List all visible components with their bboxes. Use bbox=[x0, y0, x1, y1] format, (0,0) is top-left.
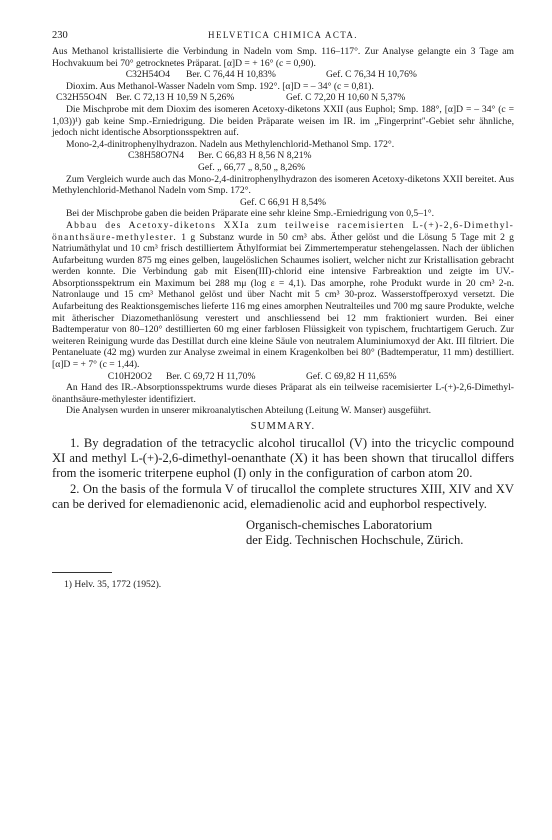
page-number: 230 bbox=[52, 30, 68, 41]
analysis-calc: Ber. C 66,83 H 8,56 N 8,21% bbox=[198, 150, 312, 162]
summary-point: 1. By degradation of the tetracyclic alcohol tirucallol (V) into the tricyclic compound XI and methyl L-(+)-2,6-dimethyl-oenanthate (X) it has been shown that tirucallol differs from the isomeric triterpene euphol (I) only in the configuration of carbon atom 20. bbox=[52, 436, 514, 481]
footnote-divider bbox=[52, 572, 112, 573]
page bbox=[52, 30, 514, 590]
footnote-text: Helv. 35, 1772 (1952). bbox=[74, 579, 162, 591]
analysis-line bbox=[52, 92, 514, 104]
page-header bbox=[52, 30, 514, 46]
analysis-calc: Ber. C 69,72 H 11,70% bbox=[166, 370, 256, 382]
paragraph: Aus Methanol kristallisierte die Verbindung in Nadeln vom Smp. 116–117°. Zur Analyse gelangte ein 3 Tage am Hochvakuum bei 70° getrocknetes Präparat. [α]D = + 16° (c = 0,90). bbox=[52, 46, 514, 69]
paragraph: Zum Vergleich wurde auch das Mono-2,4-dinitrophenylhydrazon des isomeren Acetoxy-diketons XXII bereitet. Aus Methylenchlorid-Methanol Nadeln vom Smp. 172°. bbox=[52, 173, 514, 197]
analysis-calc: Ber. C 72,13 H 10,59 N 5,26% bbox=[116, 92, 235, 104]
section-heading: Abbau des Acetoxy-diketons XXIa zum teilweise racemisierten L-(+)-2,6-Dimethyl-önanthsäure-methylester. bbox=[52, 219, 514, 243]
analysis-formula: C38H58O7N4 bbox=[128, 150, 184, 162]
analysis-formula: C10H20O2 bbox=[107, 370, 152, 382]
paragraph: Die Mischprobe mit dem Dioxim des isomeren Acetoxy-diketons XXII (aus Euphol; Smp. 188°, [α]D = – 34° (c = 1,03))¹) gab keine Smp.-Erniedrigung. Die beiden Präparate weisen im IR. im „Fingerprint"-Gebiet sehr ähnliche, jedoch nicht identische Absorptionsspektren auf. bbox=[52, 103, 514, 139]
paragraph: Mono-2,4-dinitrophenylhydrazon. Nadeln aus Methylenchlorid-Methanol Smp. 172°. bbox=[66, 138, 395, 150]
analysis-line bbox=[52, 371, 514, 383]
analysis-found: Gef. C 66,91 H 8,54% bbox=[239, 196, 327, 208]
affiliation-line: Organisch-chemisches Laboratorium bbox=[246, 518, 433, 533]
analysis-formula: C32H54O4 bbox=[125, 69, 170, 81]
summary-point: 2. On the basis of the formula V of tirucallol the complete structures XIII, XIV and XV can be derived for elemadienonic acid, elemadienolic acid and euphorbol respectively. bbox=[52, 481, 514, 511]
affiliation-line: der Eidg. Technischen Hochschule, Zürich. bbox=[246, 533, 464, 548]
analysis-line bbox=[52, 162, 514, 174]
analysis-found: Gef. C 76,34 H 10,76% bbox=[326, 69, 417, 81]
analysis-line bbox=[52, 150, 514, 162]
paragraph: An Hand des IR.-Absorptionsspektrums wurde dieses Präparat als ein teilweise racemisierter L-(+)-2,6-Dimethyl-önanthsäure-methylester identifiziert. bbox=[52, 382, 514, 405]
analysis-calc: Ber. C 76,44 H 10,83% bbox=[186, 69, 276, 81]
footnote bbox=[52, 579, 514, 590]
paragraph: Die Analysen wurden in unserer mikroanalytischen Abteilung (Leitung W. Manser) ausgeführt. bbox=[66, 405, 432, 417]
analysis-found: Gef. C 72,20 H 10,60 N 5,37% bbox=[286, 92, 406, 104]
paragraph: Bei der Mischprobe gaben die beiden Präparate eine sehr kleine Smp.-Erniedrigung von 0,5–1°. bbox=[66, 208, 435, 220]
affiliation bbox=[246, 518, 514, 548]
summary bbox=[52, 436, 514, 512]
paragraph: Dioxim. Aus Methanol-Wasser Nadeln vom Smp. 192°. [α]D = – 34° (c = 0,81). bbox=[66, 80, 374, 92]
analysis-found: Gef. C 69,82 H 11,65% bbox=[306, 370, 397, 382]
analysis-formula: C32H55O4N bbox=[56, 92, 108, 104]
paragraph: Abbau des Acetoxy-diketons XXIa zum teilweise racemisierten L-(+)-2,6-Dimethyl-önanthsäure-methylester. 1 g Substanz wurde in 50 cm³ abs. Äther gelöst und die Lösung 5 Tage mit 2 g Natriumäthylat und 10 cm³ frisch destilliertem Äthylformiat bei Zimmertemperatur stehengelassen. Nach der üblichen Aufarbeitung wurden 875 mg eines gelben, laugelöslichen Schaumes isoliert, welcher nicht zur Kristallisation gebracht werden konnte. Die Verbindung gab mit Eisen(III)-chlorid eine intensive Farbreaktion und zeigte im UV.-Absorptionsspektrum ein Maximum bei 288 mμ (log ε = 4,1). Das amorphe, rohe Produkt wurde in 20 cm³ 2-n. Natronlauge und 15 cm³ Methanol gelöst und über Nacht mit 5 cm³ 30-proz. Wasserstoffperoxyd versetzt. Die Aufarbeitung des Reaktionsgemisches lieferte 116 mg eines amorphen Neutralteiles und 700 mg saure Produkte, welche mit ätherischer Diazomethanlösung verestert und anschliessend bei 12 mm fraktioniert wurden. Bei einer Badtemperatur von 80–120° destillierten 60 mg einer farblosen Flüssigkeit von typischem, fruchtartigem Geruch. Zur weiteren Reinigung wurde das Destillat durch eine kleine Säule von neutralem Aluminiumoxyd der Akt. III filtriert. Die Pentaneluate (42 mg) wurden zur Analyse zweimal in einem Kragenkolben bei 80° (Badtemperatur, 11 mm) destilliert. [α]D = + 7° (c = 1,44). bbox=[52, 219, 514, 371]
journal-name: HELVETICA CHIMICA ACTA. bbox=[208, 30, 358, 40]
analysis-line bbox=[52, 69, 514, 81]
analysis-found: Gef. „ 66,77 „ 8,50 „ 8,26% bbox=[198, 161, 306, 173]
body-text bbox=[52, 46, 514, 417]
summary-title: SUMMARY. bbox=[250, 421, 316, 432]
footnote-mark: 1) bbox=[64, 579, 72, 591]
